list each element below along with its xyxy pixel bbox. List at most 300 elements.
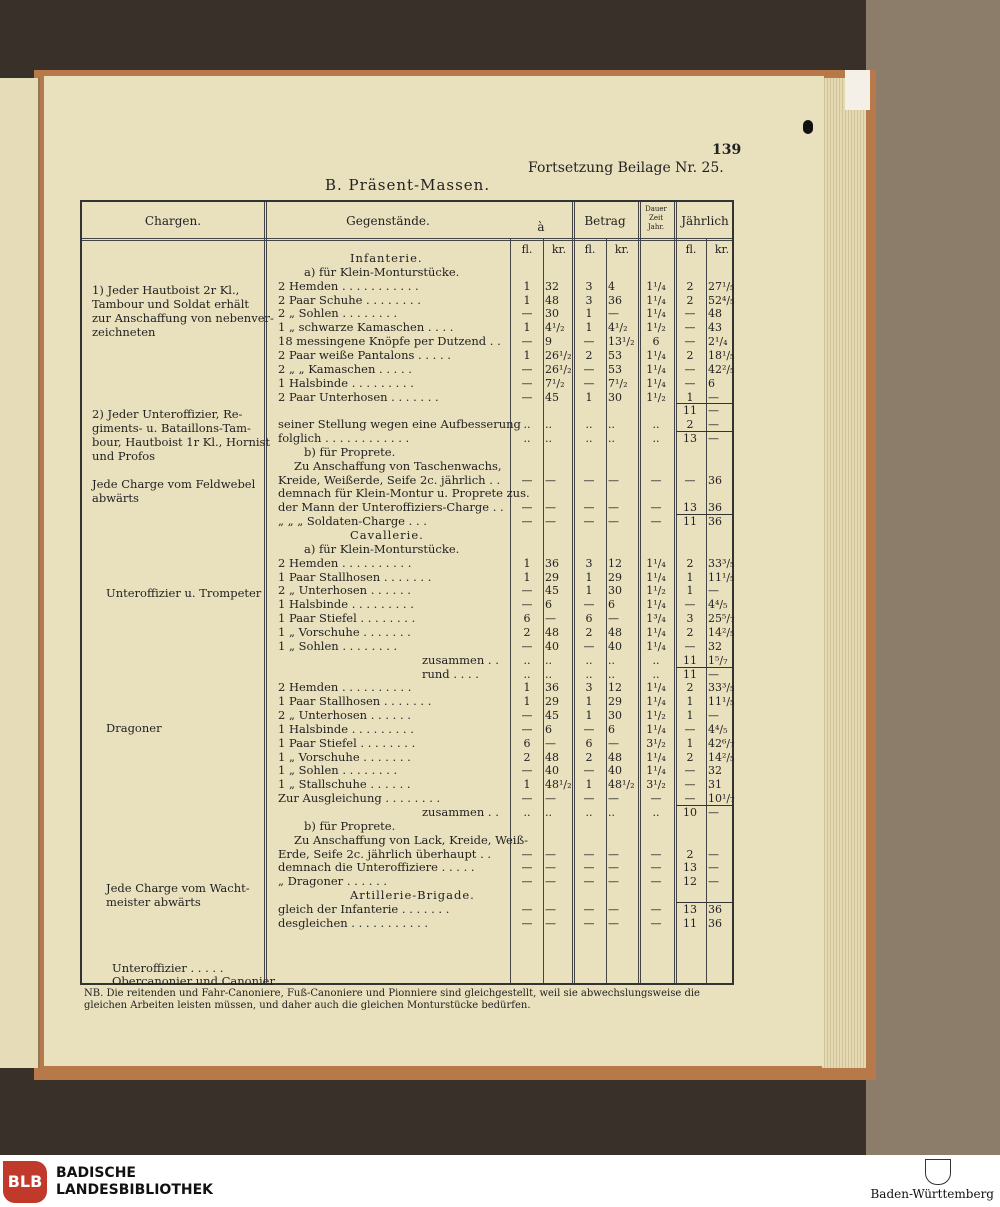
- item-description: 2 „ Sohlen . . . . . . . .: [278, 306, 398, 321]
- value-cell: —: [608, 473, 619, 487]
- value-cell: 27¹/₅: [708, 279, 735, 293]
- value-cell: 3: [585, 293, 593, 307]
- value-cell: 1¹/₄: [646, 598, 666, 612]
- charge-label: zur Anschaffung von nebenver-: [92, 311, 274, 325]
- value-cell: —: [684, 764, 696, 778]
- charge-label: Unteroffizier u. Trompeter: [106, 586, 262, 600]
- value-cell: ..: [608, 806, 615, 819]
- value-cell: —: [521, 584, 533, 598]
- value-cell: —: [708, 432, 719, 446]
- value-cell: —: [608, 515, 619, 529]
- charge-label: abwärts: [92, 491, 139, 505]
- value-cell: —: [608, 916, 619, 930]
- value-cell: 29: [545, 570, 559, 584]
- col-divider: [706, 238, 707, 983]
- value-cell: —: [521, 792, 533, 806]
- value-cell: 6: [585, 612, 593, 626]
- value-cell: 1: [523, 556, 531, 570]
- value-cell: 11: [683, 667, 697, 681]
- value-cell: —: [608, 501, 619, 515]
- col-divider: [510, 238, 511, 983]
- item-description: 18 messingene Knöpfe per Dutzend . .: [278, 334, 501, 349]
- value-cell: 1¹/₂: [646, 321, 666, 335]
- value-cell: 6: [608, 598, 615, 612]
- value-cell: 6: [523, 612, 531, 626]
- value-cell: 48: [708, 307, 722, 321]
- value-cell: —: [583, 473, 595, 487]
- table-frame: [80, 200, 735, 988]
- subheader-kr: kr.: [714, 243, 730, 256]
- item-description: a) für Klein-Monturstücke.: [304, 264, 460, 279]
- value-cell: ..: [585, 418, 593, 432]
- value-cell: 1⁵/₇: [708, 653, 728, 667]
- header-gegenstaende: Gegenstände.: [346, 214, 430, 228]
- item-description: „ Dragoner . . . . . .: [278, 874, 388, 889]
- value-cell: —: [684, 598, 696, 612]
- item-description: 1 Halsbinde . . . . . . . . .: [278, 721, 414, 736]
- value-cell: 36: [708, 473, 722, 487]
- value-cell: ..: [545, 432, 552, 446]
- value-cell: —: [708, 390, 719, 404]
- value-cell: 12: [608, 681, 622, 695]
- item-description: Zu Anschaffung von Taschenwachs,: [294, 458, 502, 473]
- value-cell: —: [708, 847, 719, 861]
- value-cell: 32: [708, 764, 722, 778]
- value-cell: —: [521, 515, 533, 529]
- charge-label: Obercanonier und Canonier: [112, 974, 275, 988]
- item-description: demnach die Unteroffiziere . . . . .: [278, 860, 475, 875]
- charge-label: Dragoner: [106, 721, 162, 735]
- value-cell: —: [583, 847, 595, 861]
- library-name: BADISCHE LANDESBIBLIOTHEK: [56, 1165, 214, 1198]
- value-cell: 48: [608, 625, 622, 639]
- item-description: 2 „ Unterhosen . . . . . .: [278, 708, 411, 723]
- value-cell: 43: [708, 321, 722, 335]
- value-cell: 3¹/₂: [646, 778, 666, 792]
- value-cell: 48: [545, 625, 559, 639]
- value-cell: —: [608, 847, 619, 861]
- value-cell: 36: [545, 681, 559, 695]
- value-cell: —: [521, 501, 533, 515]
- value-cell: 2: [686, 293, 694, 307]
- value-cell: 1¹/₄: [646, 307, 666, 321]
- cover-highlight: [845, 70, 870, 110]
- value-cell: 2: [686, 279, 694, 293]
- value-cell: ..: [523, 432, 531, 446]
- value-cell: 40: [545, 764, 559, 778]
- value-cell: 1: [686, 584, 694, 598]
- value-cell: 1: [686, 570, 694, 584]
- item-description: 1 „ Sohlen . . . . . . . .: [278, 763, 398, 778]
- item-description: zusammen . .: [422, 652, 499, 667]
- marbled-cover: [866, 0, 1000, 1155]
- value-cell: 1: [523, 348, 531, 362]
- value-cell: ..: [523, 653, 531, 667]
- total-rule: [676, 431, 732, 432]
- value-cell: 2: [686, 418, 694, 432]
- value-cell: —: [521, 335, 533, 349]
- value-cell: ..: [652, 418, 660, 432]
- value-cell: —: [583, 639, 595, 653]
- value-cell: 1: [686, 709, 694, 723]
- value-cell: 6: [523, 736, 531, 750]
- value-cell: ..: [608, 432, 615, 446]
- header-a: à: [537, 220, 545, 234]
- subheader-fl: fl.: [584, 243, 596, 256]
- value-cell: —: [521, 307, 533, 321]
- value-cell: 3: [585, 556, 593, 570]
- value-cell: 36: [708, 902, 722, 916]
- value-cell: —: [684, 639, 696, 653]
- value-cell: —: [684, 473, 696, 487]
- value-cell: 30: [608, 709, 622, 723]
- value-cell: 1¹/₄: [646, 681, 666, 695]
- value-cell: 11: [683, 515, 697, 529]
- value-cell: 29: [608, 570, 622, 584]
- value-cell: 32: [708, 639, 722, 653]
- item-description: Kreide, Weißerde, Seife 2c. jährlich . .: [278, 472, 501, 487]
- charge-label: Jede Charge vom Wacht-: [106, 881, 250, 895]
- value-cell: 45: [545, 390, 559, 404]
- item-description: 2 „ „ Kamaschen . . . . .: [278, 361, 412, 376]
- charge-label: meister abwärts: [106, 895, 201, 909]
- header-jaehrlich: Jährlich: [681, 214, 729, 228]
- item-description: 1 Paar Stallhosen . . . . . . .: [278, 569, 432, 584]
- value-cell: 1¹/₄: [646, 362, 666, 376]
- item-description: folglich . . . . . . . . . . . .: [278, 431, 410, 446]
- value-cell: —: [650, 501, 662, 515]
- value-cell: 4⁴/₅: [708, 722, 728, 736]
- value-cell: —: [583, 335, 595, 349]
- value-cell: —: [545, 902, 556, 916]
- value-cell: 1¹/₄: [646, 279, 666, 293]
- charge-label: zeichneten: [92, 325, 156, 339]
- charge-label: giments- u. Bataillons-Tam-: [92, 421, 251, 435]
- value-cell: 36: [708, 916, 722, 930]
- value-cell: —: [583, 376, 595, 390]
- value-cell: 6: [708, 376, 715, 390]
- value-cell: —: [650, 792, 662, 806]
- value-cell: 1: [585, 584, 593, 598]
- value-cell: 48: [545, 293, 559, 307]
- value-cell: 48¹/₂: [608, 778, 635, 792]
- value-cell: 1: [523, 778, 531, 792]
- value-cell: 13: [683, 432, 697, 446]
- value-cell: —: [650, 473, 662, 487]
- value-cell: 45: [545, 709, 559, 723]
- item-description: a) für Klein-Monturstücke.: [304, 541, 460, 556]
- item-description: 2 „ Unterhosen . . . . . .: [278, 583, 411, 598]
- continuation-note: Fortsetzung Beilage Nr. 25.: [528, 160, 724, 176]
- subheader-fl: fl.: [521, 243, 533, 256]
- value-cell: 26¹/₂: [545, 362, 572, 376]
- value-cell: —: [521, 598, 533, 612]
- value-cell: 11: [683, 653, 697, 667]
- value-cell: 10¹/₇: [708, 792, 735, 806]
- value-cell: 13: [683, 861, 697, 875]
- item-description: gleich der Infanterie . . . . . . .: [278, 901, 450, 916]
- value-cell: 1¹/₄: [646, 639, 666, 653]
- value-cell: —: [583, 902, 595, 916]
- item-description: b) für Proprete.: [304, 444, 396, 459]
- section-title: B. Präsent-Massen.: [325, 176, 491, 194]
- value-cell: 42²/₅: [708, 362, 735, 376]
- value-cell: —: [521, 902, 533, 916]
- value-cell: ..: [608, 418, 615, 432]
- value-cell: 4¹/₂: [545, 321, 565, 335]
- value-cell: —: [708, 584, 719, 598]
- value-cell: 1: [585, 390, 593, 404]
- value-cell: 4: [608, 279, 615, 293]
- coat-of-arms-icon: [925, 1159, 951, 1185]
- value-cell: 1¹/₄: [646, 570, 666, 584]
- binding-hole: [803, 120, 813, 134]
- value-cell: 12: [683, 875, 697, 889]
- value-cell: —: [521, 764, 533, 778]
- value-cell: —: [684, 307, 696, 321]
- value-cell: 1: [523, 279, 531, 293]
- value-cell: —: [708, 667, 719, 681]
- value-cell: —: [545, 515, 556, 529]
- value-cell: —: [583, 598, 595, 612]
- value-cell: 12: [608, 556, 622, 570]
- value-cell: 2: [686, 625, 694, 639]
- value-cell: 11¹/₅: [708, 695, 735, 709]
- value-cell: 1: [585, 695, 593, 709]
- value-cell: 2: [686, 681, 694, 695]
- value-cell: —: [521, 709, 533, 723]
- value-cell: —: [545, 916, 556, 930]
- value-cell: —: [545, 875, 556, 889]
- item-description: der Mann der Unteroffiziers-Charge . .: [278, 500, 504, 515]
- value-cell: 48: [545, 750, 559, 764]
- value-cell: 1: [523, 570, 531, 584]
- value-cell: 6: [545, 598, 552, 612]
- value-cell: 1¹/₄: [646, 556, 666, 570]
- value-cell: 3¹/₂: [646, 736, 666, 750]
- value-cell: —: [545, 473, 556, 487]
- value-cell: —: [650, 902, 662, 916]
- value-cell: ..: [585, 667, 593, 681]
- value-cell: —: [545, 861, 556, 875]
- value-cell: ..: [585, 806, 593, 819]
- value-cell: 29: [608, 695, 622, 709]
- item-description: „ „ „ Soldaten-Charge . . .: [278, 514, 427, 529]
- value-cell: ..: [545, 667, 552, 681]
- value-cell: 1¹/₄: [646, 764, 666, 778]
- value-cell: —: [521, 473, 533, 487]
- item-description: 2 Paar weiße Pantalons . . . . .: [278, 347, 451, 362]
- value-cell: 1: [585, 778, 593, 792]
- value-cell: 1: [585, 307, 593, 321]
- total-rule: [676, 667, 732, 668]
- value-cell: 13¹/₂: [608, 335, 635, 349]
- item-description: Zur Ausgleichung . . . . . . . .: [278, 791, 441, 806]
- value-cell: 1: [686, 390, 694, 404]
- value-cell: 33³/₅: [708, 681, 735, 695]
- value-cell: 1¹/₂: [646, 709, 666, 723]
- value-cell: —: [684, 362, 696, 376]
- item-description: Zu Anschaffung von Lack, Kreide, Weiß-: [294, 832, 529, 847]
- item-description: 1 Paar Stiefel . . . . . . . .: [278, 735, 416, 750]
- value-cell: —: [708, 875, 719, 889]
- section-heading: Cavallerie.: [350, 528, 424, 542]
- value-cell: 30: [608, 584, 622, 598]
- item-description: 1 Halsbinde . . . . . . . . .: [278, 375, 414, 390]
- value-cell: —: [545, 501, 556, 515]
- value-cell: ..: [652, 667, 660, 681]
- value-cell: 11: [683, 916, 697, 930]
- left-page: [0, 78, 40, 1068]
- value-cell: 52⁴/₅: [708, 293, 735, 307]
- value-cell: 7¹/₂: [608, 376, 628, 390]
- value-cell: —: [684, 321, 696, 335]
- subheader-kr: kr.: [551, 243, 567, 256]
- value-cell: ..: [545, 806, 552, 819]
- value-cell: —: [583, 362, 595, 376]
- value-cell: —: [545, 736, 556, 750]
- charge-label: 2) Jeder Unteroffizier, Re-: [92, 407, 243, 421]
- item-description: 1 Paar Stiefel . . . . . . . .: [278, 611, 416, 626]
- value-cell: 1¹/₄: [646, 695, 666, 709]
- item-description: 1 Halsbinde . . . . . . . . .: [278, 597, 414, 612]
- value-cell: —: [583, 501, 595, 515]
- value-cell: —: [521, 390, 533, 404]
- value-cell: 18¹/₅: [708, 348, 735, 362]
- value-cell: 2: [585, 750, 593, 764]
- value-cell: 2: [585, 348, 593, 362]
- item-description: rund . . . .: [422, 666, 479, 681]
- value-cell: —: [545, 612, 556, 626]
- value-cell: 45: [545, 584, 559, 598]
- value-cell: ..: [608, 667, 615, 681]
- value-cell: 26¹/₂: [545, 348, 572, 362]
- section-heading: Artillerie-Brigade.: [350, 888, 475, 903]
- value-cell: 42⁶/₇: [708, 736, 735, 750]
- item-description: 2 Paar Schuhe . . . . . . . .: [278, 292, 421, 307]
- value-cell: —: [608, 902, 619, 916]
- value-cell: 13: [683, 501, 697, 515]
- value-cell: ..: [523, 806, 531, 819]
- value-cell: 11¹/₅: [708, 570, 735, 584]
- value-cell: —: [608, 792, 619, 806]
- header-chargen: Chargen.: [144, 214, 202, 228]
- value-cell: 7¹/₂: [545, 376, 565, 390]
- value-cell: ..: [523, 418, 531, 432]
- value-cell: 9: [545, 335, 552, 349]
- value-cell: 30: [608, 390, 622, 404]
- value-cell: 53: [608, 362, 622, 376]
- item-description: demnach für Klein-Montur u. Proprete zus.: [278, 486, 530, 501]
- value-cell: 40: [545, 639, 559, 653]
- value-cell: 3: [686, 612, 694, 626]
- value-cell: 1¹/₄: [646, 348, 666, 362]
- value-cell: ..: [585, 432, 593, 446]
- value-cell: ..: [585, 653, 593, 667]
- total-rule: [676, 403, 732, 404]
- value-cell: 30: [545, 307, 559, 321]
- page-number: 139: [712, 142, 742, 158]
- value-cell: 29: [545, 695, 559, 709]
- item-description: 2 Paar Unterhosen . . . . . . .: [278, 389, 439, 404]
- footnote-nb: NB. Die reitenden und Fahr-Canoniere, Fuß-Canoniere und Pionniere sind gleichgestellt, weil sie abwechslungsweise die gleichen Arbeiten leisten müssen, und daher auch die gleichen Monturstücke bedürfen.: [84, 988, 700, 1011]
- value-cell: —: [608, 736, 619, 750]
- value-cell: 1: [585, 709, 593, 723]
- value-cell: —: [521, 722, 533, 736]
- col-divider: [606, 238, 607, 983]
- value-cell: —: [608, 307, 619, 321]
- item-description: desgleichen . . . . . . . . . . .: [278, 915, 429, 930]
- value-cell: —: [521, 847, 533, 861]
- value-cell: —: [583, 792, 595, 806]
- item-description: 1 Paar Stallhosen . . . . . . .: [278, 694, 432, 709]
- value-cell: 3: [585, 279, 593, 293]
- value-cell: 1¹/₂: [646, 390, 666, 404]
- value-cell: —: [521, 875, 533, 889]
- value-cell: 1¹/₄: [646, 625, 666, 639]
- value-cell: —: [684, 792, 696, 806]
- value-cell: 2: [523, 625, 531, 639]
- item-description: Erde, Seife 2c. jährlich überhaupt . .: [278, 846, 492, 861]
- charge-label: und Profos: [92, 449, 156, 463]
- value-cell: —: [521, 376, 533, 390]
- value-cell: 1¹/₄: [646, 750, 666, 764]
- value-cell: —: [521, 362, 533, 376]
- item-description: 1 „ Vorschuhe . . . . . . .: [278, 624, 411, 639]
- blb-logo: BLB: [3, 1161, 47, 1203]
- value-cell: 1: [585, 570, 593, 584]
- value-cell: 48: [608, 750, 622, 764]
- value-cell: 40: [608, 639, 622, 653]
- value-cell: 2: [686, 556, 694, 570]
- value-cell: 14²/₅: [708, 750, 735, 764]
- value-cell: —: [708, 418, 719, 432]
- value-cell: —: [684, 778, 696, 792]
- value-cell: 2: [686, 847, 694, 861]
- total-rule: [676, 805, 732, 806]
- value-cell: 36: [545, 556, 559, 570]
- section-heading: Infanterie.: [350, 251, 423, 265]
- value-cell: —: [521, 639, 533, 653]
- value-cell: 6: [652, 335, 660, 349]
- value-cell: 40: [608, 764, 622, 778]
- value-cell: 3: [585, 681, 593, 695]
- header-betrag: Betrag: [584, 214, 626, 228]
- value-cell: 6: [545, 722, 552, 736]
- value-cell: —: [583, 861, 595, 875]
- item-description: 1 „ schwarze Kamaschen . . . .: [278, 320, 454, 335]
- value-cell: ..: [652, 432, 660, 446]
- value-cell: 2: [523, 750, 531, 764]
- value-cell: —: [650, 916, 662, 930]
- value-cell: 1¹/₄: [646, 293, 666, 307]
- value-cell: 36: [608, 293, 622, 307]
- value-cell: 1: [523, 695, 531, 709]
- charge-label: Unteroffizier . . . . .: [112, 961, 224, 975]
- value-cell: —: [583, 764, 595, 778]
- value-cell: 11: [683, 404, 697, 418]
- value-cell: ..: [545, 418, 552, 432]
- value-cell: —: [684, 376, 696, 390]
- value-cell: —: [708, 806, 719, 819]
- value-cell: —: [521, 861, 533, 875]
- value-cell: 1¹/₄: [646, 376, 666, 390]
- value-cell: ..: [652, 653, 660, 667]
- value-cell: 1: [585, 321, 593, 335]
- value-cell: 1¹/₄: [646, 722, 666, 736]
- item-description: 2 Hemden . . . . . . . . . . .: [278, 278, 419, 293]
- value-cell: 6: [608, 722, 615, 736]
